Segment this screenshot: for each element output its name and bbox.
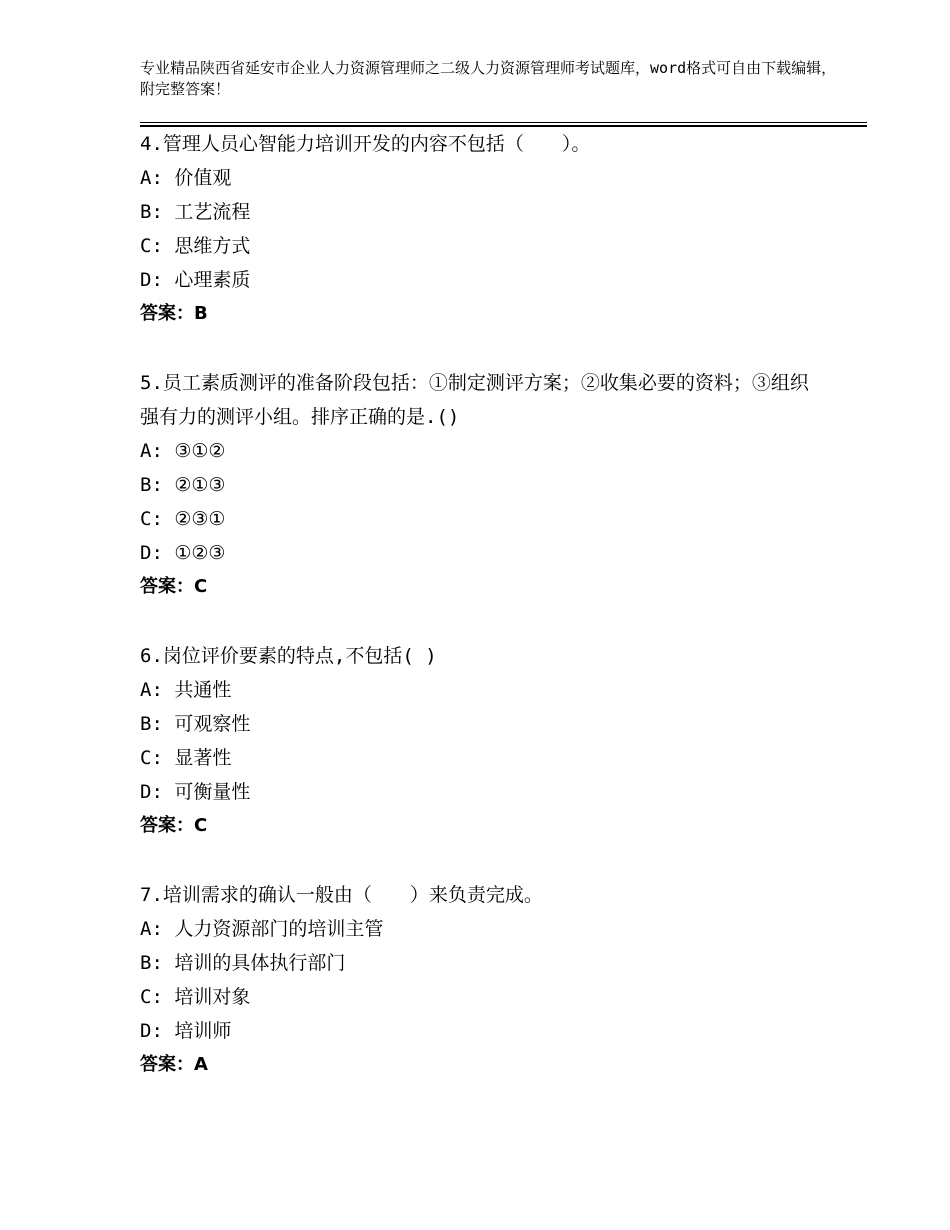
option-d: D: ①②③: [140, 542, 226, 564]
question-stem: 4.管理人员心智能力培训开发的内容不包括（ ）。: [140, 133, 591, 155]
question-stem: 5.员工素质测评的准备阶段包括：①制定测评方案；②收集必要的资料；③组织强有力的测评小组。排序正确的是.(): [140, 372, 809, 428]
header-divider-thin: [140, 122, 867, 123]
answer-line: 答案：C: [140, 815, 208, 836]
option-b: B: 可观察性: [140, 713, 251, 735]
question-block: [140, 127, 820, 331]
question-block: [140, 639, 820, 843]
option-c: C: 思维方式: [140, 235, 251, 257]
option-d: D: 心理素质: [140, 269, 251, 291]
option-a: A: 人力资源部门的培训主管: [140, 918, 384, 940]
option-d: D: 培训师: [140, 1020, 232, 1042]
question-block: [140, 366, 820, 604]
option-b: B: ②①③: [140, 474, 226, 496]
question-block: [140, 878, 820, 1082]
answer-line: 答案：A: [140, 1054, 208, 1075]
question-stem: 7.培训需求的确认一般由（ ）来负责完成。: [140, 884, 543, 906]
answer-line: 答案：C: [140, 576, 208, 597]
option-d: D: 可衡量性: [140, 781, 251, 803]
question-stem: 6.岗位评价要素的特点,不包括( ): [140, 645, 437, 667]
option-b: B: 工艺流程: [140, 201, 251, 223]
option-c: C: 培训对象: [140, 986, 251, 1008]
document-header: [140, 58, 840, 100]
option-a: A: 共通性: [140, 679, 232, 701]
option-a: A: ③①②: [140, 440, 226, 462]
answer-line: 答案：B: [140, 303, 208, 324]
option-a: A: 价值观: [140, 167, 232, 189]
option-c: C: 显著性: [140, 747, 232, 769]
option-b: B: 培训的具体执行部门: [140, 952, 346, 974]
option-c: C: ②③①: [140, 508, 226, 530]
header-text: 专业精品陕西省延安市企业人力资源管理师之二级人力资源管理师考试题库，word格式可自由下载编辑，附完整答案！: [140, 59, 837, 98]
